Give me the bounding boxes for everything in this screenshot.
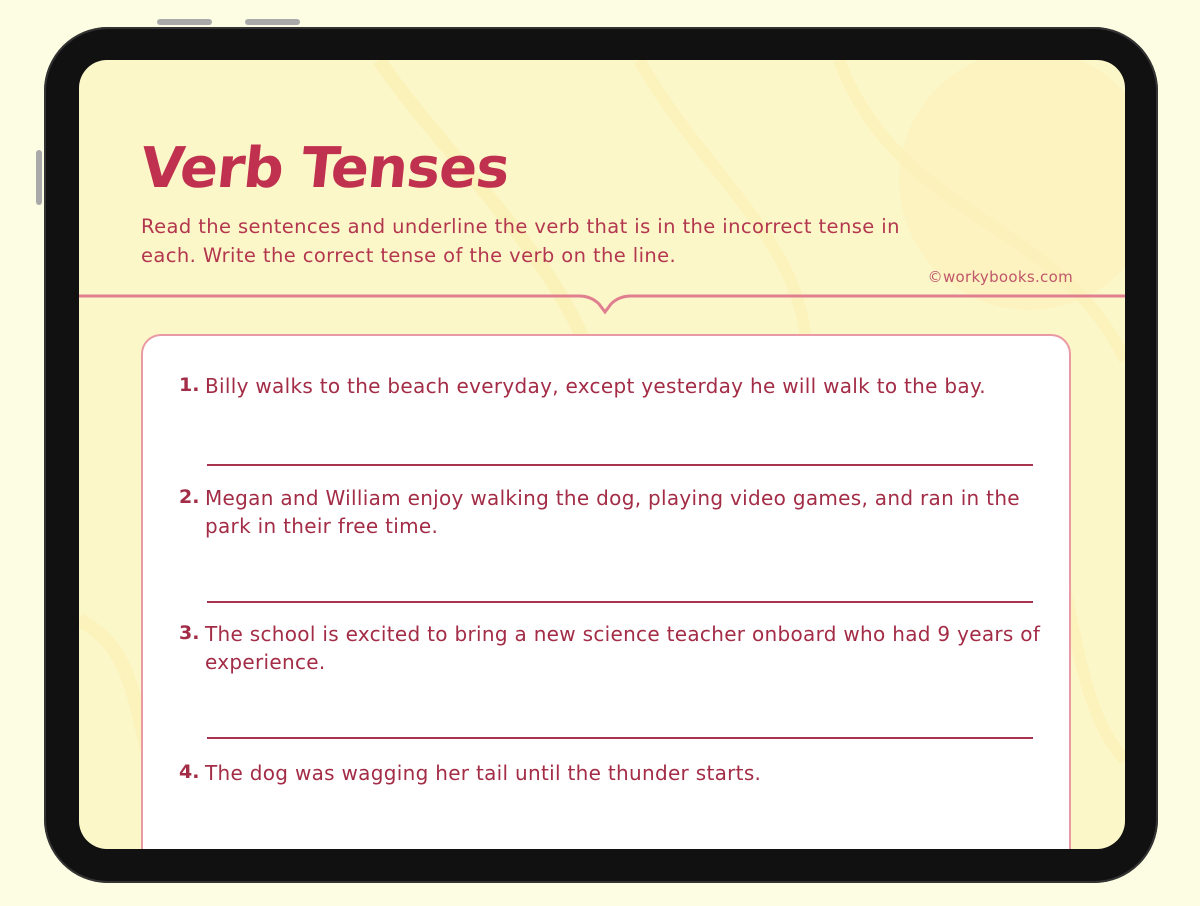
question-number: 1. <box>179 374 200 396</box>
question-text: Billy walks to the beach everyday, except yesterday he will walk to the bay. <box>205 374 986 398</box>
question-text: The dog was wagging her tail until the thunder starts. <box>205 761 762 785</box>
question-number: 2. <box>179 486 200 508</box>
header-divider <box>79 280 1125 320</box>
volume-button-top-2 <box>245 19 300 25</box>
answer-line-3[interactable] <box>207 737 1033 739</box>
worksheet-instructions: Read the sentences and underline the verb that is in the incorrect tense in each. Write the correct tense of the verb on the line. <box>141 215 900 267</box>
tablet-screen <box>79 60 1125 849</box>
question-number: 4. <box>179 761 200 783</box>
question-text: The school is excited to bring a new science teacher onboard who had 9 years of experience. <box>205 622 1041 674</box>
copyright-text: ©workybooks.com <box>927 268 1073 286</box>
volume-button-top <box>157 19 212 25</box>
answer-line-1[interactable] <box>207 464 1033 466</box>
answer-line-2[interactable] <box>207 601 1033 603</box>
question-number: 3. <box>179 622 200 644</box>
questions-card <box>141 334 1071 849</box>
side-button <box>36 150 42 205</box>
question-text: Megan and William enjoy walking the dog, playing video games, and ran in the park in their free time. <box>205 486 1020 538</box>
worksheet-title: Verb Tenses <box>137 136 513 201</box>
